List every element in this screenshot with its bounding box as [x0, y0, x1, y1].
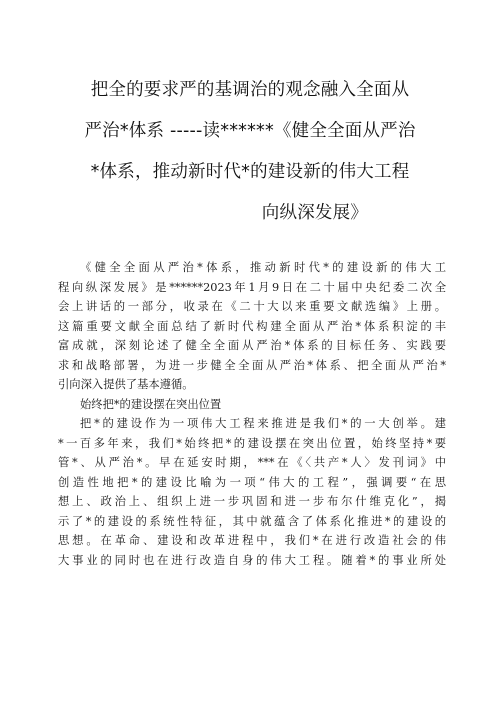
title-line: 向纵深发展》 — [261, 203, 368, 223]
text-line: 把*的建设作为一项伟大工程来推进是我们*的一大创举。建 — [80, 417, 446, 430]
text-line: 求和战略部署，为进一步健全全面从严治*体系、把全面从严治* — [58, 358, 446, 372]
paragraph-section-1 — [58, 414, 446, 570]
text-line: 创造性地把*的建设比喻为一项“伟大的工程”，强调要“在思 — [58, 475, 446, 489]
document-body — [58, 258, 446, 570]
text-line: 富成就，深刻论述了健全全面从严治*体系的目标任务、实践要 — [58, 339, 446, 352]
text-line: 示了*的建设的系统性特征，其中就蕴含了体系化推进*的建设的 — [58, 514, 446, 528]
text-line: 《健全全面从严治*体系，推动新时代*的建设新的伟大工 — [80, 261, 446, 274]
text-line: 这篇重要文献全面总结了新时代构建全面从严治*体系积淀的丰 — [58, 319, 446, 333]
text-line: 引向深入提供了基本遵循。 — [58, 378, 194, 391]
title-line: 把全的要求严的基调治的观念融入全面从 — [90, 80, 410, 100]
text-line: 程向纵深发展》是******2023年1月9日在二十届中央纪委二次全 — [58, 280, 446, 294]
text-line: *一百多年来，我们*始终把*的建设摆在突出位置，始终坚持*要 — [58, 436, 446, 450]
text-line: 想上、政治上、组织上进一步巩固和进一步布尔什维克化”，揭 — [58, 495, 446, 508]
title-line: *体系，推动新时代*的建设新的伟大工程 — [90, 162, 410, 182]
text-line: 思想。在革命、建设和改革进程中，我们*在进行改造社会的伟 — [58, 534, 446, 547]
document-title — [40, 70, 460, 234]
paragraph-intro — [58, 258, 446, 395]
text-line: 大事业的同时也在进行改造自身的伟大工程。随着*的事业所处 — [58, 553, 446, 567]
title-line: 严治*体系 -----读******《健全全面从严治 — [84, 121, 416, 141]
text-line: 管*、从严治*。早在延安时期，***在《〈共产*人〉发刊词》中 — [58, 456, 446, 469]
text-line: 会上讲话的一部分，收录在《二十大以来重要文献选编》上册。 — [58, 300, 446, 313]
section-heading: 始终把*的建设摆在突出位置 — [80, 397, 222, 411]
